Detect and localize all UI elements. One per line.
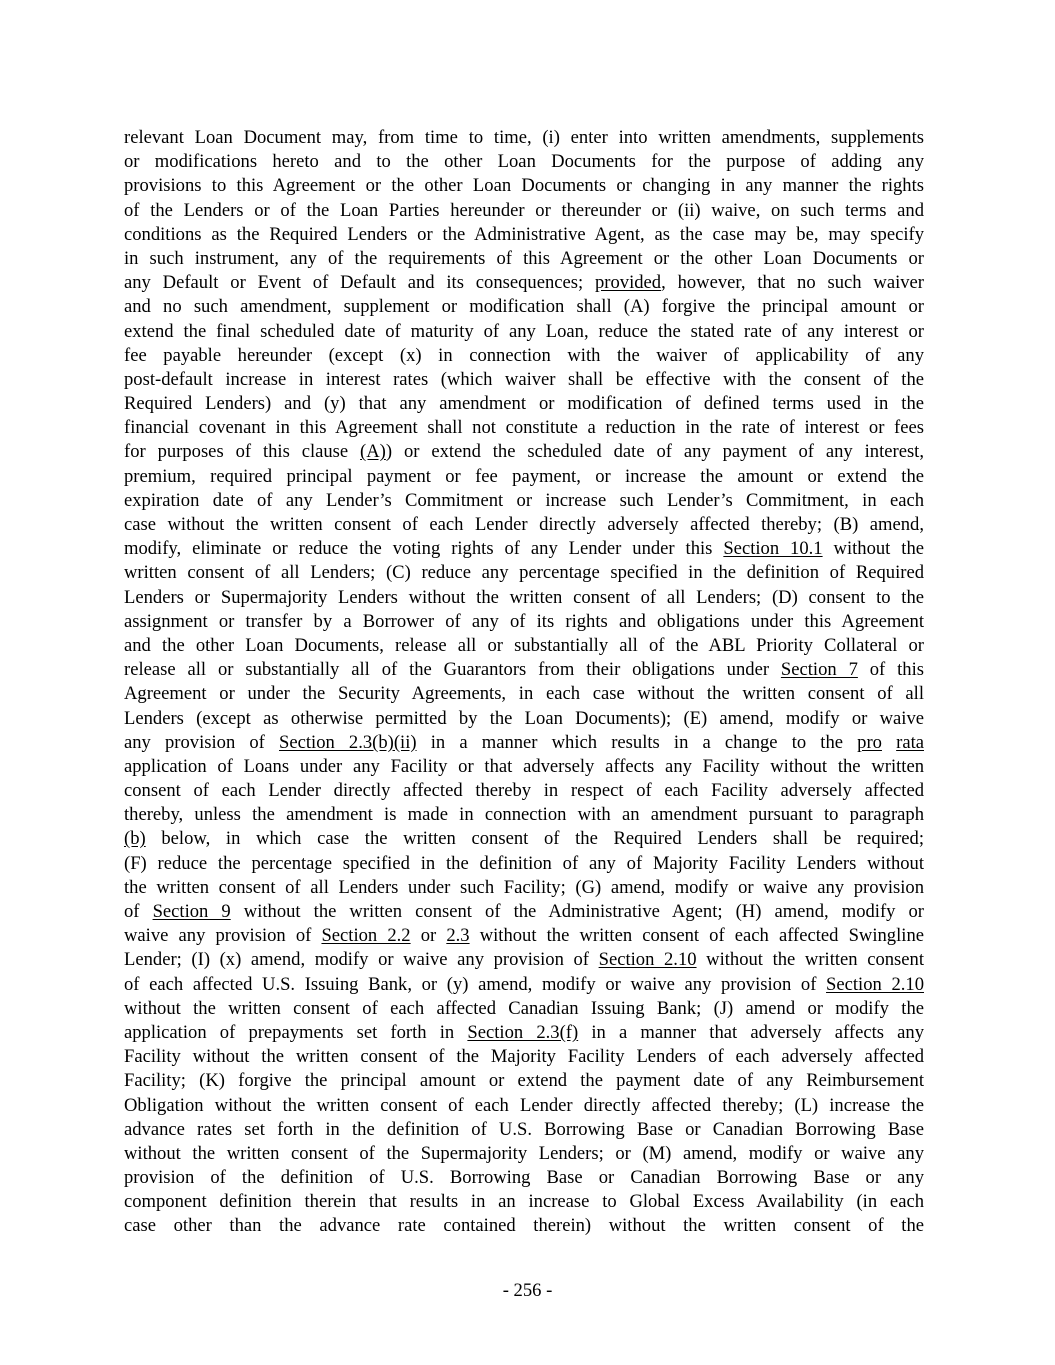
- text-run: provisions to this Agreement or the other Loan Documents or changing in any manner the rights: [124, 175, 924, 197]
- text-run: release all or substantially all of the Guarantors from their obligations under: [124, 659, 781, 681]
- text-run: advance rates set forth in the definition of U.S. Borrowing Base or Canadian Borrowing Base: [124, 1118, 924, 1140]
- cross-reference: Section 10.1: [723, 538, 823, 560]
- cross-reference: (A): [360, 441, 386, 463]
- text-line: [124, 440, 924, 464]
- text-run: Required Lenders) and (y) that any amendment or modification of defined terms used in the: [124, 393, 924, 415]
- text-run: component definition therein that results in an increase to Global Excess Availability (in each: [124, 1191, 924, 1213]
- text-line: [124, 489, 924, 513]
- text-run: (F) reduce the percentage specified in the definition of any of Majority Facility Lenders without: [124, 852, 924, 874]
- text-line: [124, 779, 924, 803]
- cross-reference: Section 2.3(b)(ii): [279, 731, 417, 753]
- text-run: any Default or Event of Default and its consequences;: [124, 272, 595, 294]
- text-run: in a manner which results in a change to the: [416, 731, 858, 753]
- text-run: fee payable hereunder (except (x) in connection with the waiver of applicability of any: [124, 344, 924, 366]
- text-run: without the written consent of each affected Canadian Issuing Bank; (J) amend or modify the: [124, 997, 924, 1019]
- text-line: [124, 682, 924, 706]
- cross-reference: Section 9: [152, 901, 231, 922]
- text-line: [124, 295, 924, 319]
- text-line: [124, 416, 924, 440]
- text-run: written consent of all Lenders; (C) reduce any percentage specified in the definition of Required: [124, 562, 924, 584]
- text-run: of: [124, 901, 153, 922]
- text-run: provision of the definition of U.S. Borrowing Base or Canadian Borrowing Base or any: [124, 1167, 924, 1189]
- text-line: [124, 658, 924, 682]
- text-run: application of Loans under any Facility or that adversely affects any Facility without the written: [124, 755, 924, 777]
- cross-reference: 2.3: [446, 925, 470, 947]
- text-run: of this: [857, 659, 925, 681]
- text-run: assignment or transfer by a Borrower of any of its rights and obligations under this Agreement: [124, 610, 924, 632]
- cross-reference: Section 2.3(f): [467, 1021, 579, 1043]
- text-line: [124, 247, 924, 271]
- text-line: [124, 1166, 924, 1190]
- text-run: expiration date of any Lender’s Commitment or increase such Lender’s Commitment, in each: [124, 489, 924, 511]
- text-run: , however, that no such waiver: [661, 272, 924, 294]
- text-run: without the written consent of the Administrative Agent; (H) amend, modify or: [230, 901, 925, 922]
- text-run: thereby, unless the amendment is made in connection with an amendment pursuant to paragraph: [124, 804, 924, 826]
- text-run: case without the written consent of each Lender directly adversely affected thereby; (B) amend,: [124, 514, 924, 535]
- text-line: [124, 586, 924, 610]
- text-line: [124, 1190, 924, 1214]
- text-line: [124, 803, 924, 827]
- cross-reference: Section 2.2: [321, 925, 411, 947]
- text-run: of each affected U.S. Issuing Bank, or (y) amend, modify or waive any provision of: [124, 973, 827, 995]
- text-run: [882, 732, 896, 753]
- text-line: [124, 1118, 924, 1142]
- text-run: any provision of: [124, 731, 280, 753]
- cross-reference: pro: [857, 731, 882, 753]
- text-line: [124, 1094, 924, 1118]
- text-line: [124, 344, 924, 368]
- text-run: application of prepayments set forth in: [124, 1021, 468, 1043]
- text-line: [124, 973, 924, 997]
- text-line: [124, 634, 924, 658]
- text-run: or: [410, 925, 447, 947]
- text-run: waive any provision of: [124, 925, 322, 947]
- text-run: without the written consent: [696, 949, 925, 971]
- text-run: for purposes of this clause: [124, 441, 361, 463]
- body-paragraph: [124, 126, 924, 1239]
- text-line: [124, 610, 924, 634]
- text-line: [124, 223, 924, 247]
- cross-reference: Section 2.10: [826, 973, 924, 995]
- text-run: Lender; (I) (x) amend, modify or waive any provision of: [124, 949, 599, 971]
- text-run: consent of each Lender directly affected thereby in respect of each Facility adversely affected: [124, 780, 924, 802]
- text-line: [124, 900, 924, 924]
- text-run: financial covenant in this Agreement shall not constitute a reduction in the rate of interest or fees: [124, 417, 924, 439]
- text-run: without the: [822, 538, 924, 560]
- text-run: without the written consent of each affected Swingline: [469, 925, 924, 947]
- text-line: [124, 852, 924, 876]
- text-run: relevant Loan Document may, from time to time, (i) enter into written amendments, supplements: [124, 127, 924, 148]
- text-run: of the Lenders or of the Loan Parties hereunder or thereunder or (ii) waive, on such terms and: [124, 199, 924, 221]
- text-run: Facility; (K) forgive the principal amount or extend the payment date of any Reimbursement: [124, 1070, 924, 1092]
- text-line: [124, 174, 924, 198]
- text-line: [124, 199, 924, 223]
- text-run: and the other Loan Documents, release all or substantially all of the ABL Priority Collateral or: [124, 634, 924, 656]
- text-line: [124, 827, 924, 851]
- text-line: [124, 537, 924, 561]
- text-line: [124, 271, 924, 295]
- cross-reference: provided: [595, 272, 662, 294]
- page-number: - 256 -: [502, 1280, 553, 1301]
- text-run: post-default increase in interest rates (which waiver shall be effective with the consent of the: [124, 368, 924, 390]
- text-run: and no such amendment, supplement or modification shall (A) forgive the principal amount or: [124, 296, 924, 318]
- text-run: case other than the advance rate contained therein) without the written consent of the: [124, 1215, 924, 1237]
- text-line: [124, 707, 924, 731]
- cross-reference: rata: [896, 731, 924, 753]
- text-line: [124, 1214, 924, 1238]
- text-run: in such instrument, any of the requirements of this Agreement or the other Loan Documents or: [124, 247, 924, 269]
- text-line: [124, 561, 924, 585]
- text-line: [124, 876, 924, 900]
- text-line: [124, 997, 924, 1021]
- text-line: [124, 1045, 924, 1069]
- text-line: [124, 924, 924, 948]
- text-run: Lenders (except as otherwise permitted by the Loan Documents); (E) amend, modify or waive: [124, 707, 924, 729]
- text-run: premium, required principal payment or fee payment, or increase the amount or extend the: [124, 465, 924, 487]
- cross-reference: Section 2.10: [598, 949, 697, 971]
- text-line: [124, 948, 924, 972]
- text-line: [124, 126, 924, 150]
- text-line: [124, 1069, 924, 1093]
- text-run: Obligation without the written consent of each Lender directly affected thereby; (L) increase the: [124, 1094, 924, 1116]
- text-run: Agreement or under the Security Agreements, in each case without the written consent of all: [124, 683, 924, 705]
- cross-reference: (b): [124, 828, 146, 850]
- text-line: [124, 1142, 924, 1166]
- text-line: [124, 392, 924, 416]
- text-run: Lenders or Supermajority Lenders without the written consent of all Lenders; (D) consent to the: [124, 586, 924, 608]
- text-line: [124, 731, 924, 755]
- text-line: [124, 1021, 924, 1045]
- cross-reference: Section 7: [780, 659, 858, 681]
- text-run: or modifications hereto and to the other Loan Documents for the purpose of adding any: [124, 151, 924, 173]
- text-line: [124, 368, 924, 392]
- text-run: in a manner that adversely affects any: [578, 1021, 924, 1043]
- text-run: extend the final scheduled date of maturity of any Loan, reduce the stated rate of any interest or: [124, 320, 924, 342]
- text-run: conditions as the Required Lenders or the Administrative Agent, as the case may be, may specify: [124, 223, 924, 245]
- text-run: Facility without the written consent of the Majority Facility Lenders of each adversely affected: [124, 1046, 924, 1068]
- text-run: without the written consent of the Supermajority Lenders; or (M) amend, modify or waive any: [124, 1142, 924, 1164]
- text-line: [124, 513, 924, 537]
- text-line: [124, 755, 924, 779]
- text-run: the written consent of all Lenders under such Facility; (G) amend, modify or waive any provision: [124, 876, 924, 898]
- text-line: [124, 465, 924, 489]
- text-run: ) or extend the scheduled date of any payment of any interest,: [385, 441, 924, 463]
- text-line: [124, 150, 924, 174]
- text-run: modify, eliminate or reduce the voting rights of any Lender under this: [124, 538, 724, 560]
- text-run: below, in which case the written consent of the Required Lenders shall be required;: [145, 828, 924, 850]
- text-line: [124, 320, 924, 344]
